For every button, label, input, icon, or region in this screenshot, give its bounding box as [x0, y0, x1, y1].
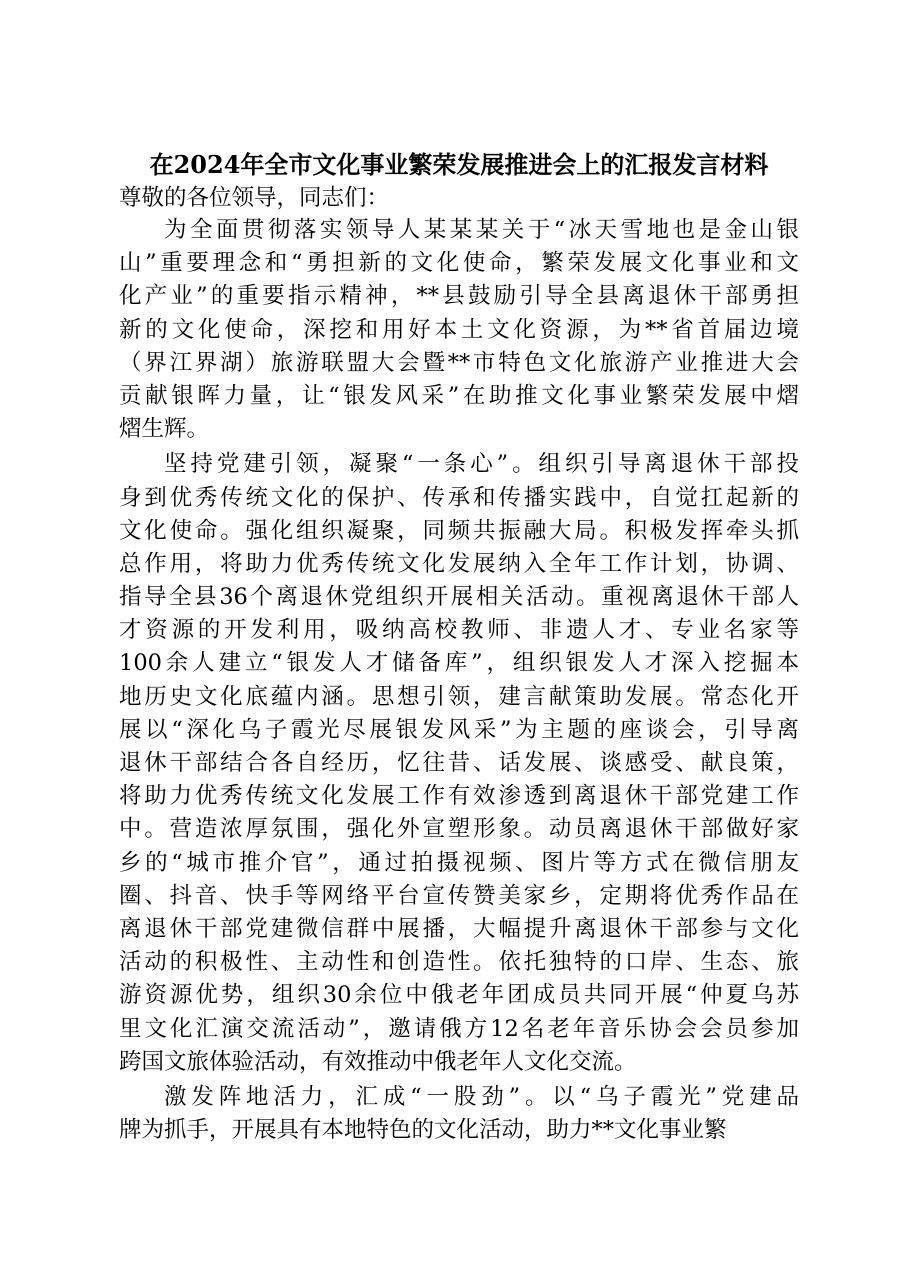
paragraph-line: 展以“深化乌子霞光尽展银发风采”为主题的座谈会，引导离: [119, 716, 799, 743]
paragraph-line: 地历史文化底蕴内涵。思想引领，建言献策助发展。常态化开: [119, 683, 799, 710]
paragraph-line: 退休干部结合各自经历，忆往昔、话发展、谈感受、献良策，: [119, 750, 799, 776]
salutation: 尊敬的各位领导，同志们：: [119, 185, 390, 211]
paragraph-line: 圈、抖音、快手等网络平台宣传赞美家乡，定期将优秀作品在: [119, 882, 799, 909]
paragraph-line: 贡献银晖力量，让“银发风采”在助推文化事业繁荣发展中熠: [119, 382, 799, 409]
paragraph-line: 新的文化使命，深挖和用好本土文化资源，为**省首届边境: [119, 316, 799, 343]
paragraph: [119, 214, 799, 446]
paragraph-line: 身到优秀传统文化的保护、传承和传播实践中，自觉扛起新的: [119, 484, 799, 511]
paragraph-line: 激发阵地活力，汇成“一股劲”。以“乌子霞光”党建品: [164, 1083, 799, 1110]
paragraph-line: 中。营造浓厚氛围，强化外宣塑形象。动员离退休干部做好家: [119, 816, 799, 843]
paragraph-line: 跨国文旅体验活动，有效推动中俄老年人文化交流。: [119, 1048, 637, 1075]
paragraph-line: 为全面贯彻落实领导人某某某关于“冰天雪地也是金山银: [164, 217, 799, 243]
paragraph-line: 文化使命。强化组织凝聚，同频共振融大局。积极发挥牵头抓: [119, 517, 799, 544]
paragraph-line: 离退休干部党建微信群中展播，大幅提升离退休干部参与文化: [119, 915, 799, 942]
paragraph-line: 坚持党建引领，凝聚“一条心”。组织引导离退休干部投: [164, 451, 799, 478]
paragraph-line: 才资源的开发利用，吸纳高校教师、非遗人才、专业名家等: [119, 617, 799, 644]
paragraph: [119, 448, 799, 1079]
paragraph-line: 活动的积极性、主动性和创造性。依托独特的口岸、生态、旅: [119, 949, 799, 976]
paragraph-line: 指导全县36个离退休党组织开展相关活动。重视离退休干部人: [119, 584, 799, 611]
paragraph-line: 山”重要理念和“勇担新的文化使命，繁荣发展文化事业和文: [119, 250, 799, 277]
paragraph: [119, 1081, 799, 1147]
paragraph-line: （界江界湖）旅游联盟大会暨**市特色文化旅游产业推进大会: [119, 349, 799, 376]
paragraph-line: 熠生辉。: [119, 416, 210, 443]
paragraph-line: 化产业”的重要指示精神，**县鼓励引导全县离退休干部勇担: [119, 283, 799, 310]
paragraph-list: [119, 214, 799, 1147]
paragraph-line: 100余人建立“银发人才储备库”，组织银发人才深入挖掘本: [119, 650, 799, 677]
paragraph-line: 乡的“城市推介官”，通过拍摄视频、图片等方式在微信朋友: [119, 849, 799, 876]
document-body: [119, 148, 799, 1147]
paragraph-line: 总作用，将助力优秀传统文化发展纳入全年工作计划，协调、: [119, 550, 799, 577]
paragraph-line: 将助力优秀传统文化发展工作有效渗透到离退休干部党建工作: [119, 783, 799, 810]
paragraph-line: 里文化汇演交流活动”，邀请俄方12名老年音乐协会会员参加: [119, 1015, 799, 1042]
paragraph-line: 游资源优势，组织30余位中俄老年团成员共同开展“仲夏乌苏: [119, 982, 799, 1009]
document-title: 在2024年全市文化事业繁荣发展推进会上的汇报发言材料: [149, 150, 769, 179]
paragraph-line: 牌为抓手，开展具有本地特色的文化活动，助力**文化事业繁: [119, 1117, 727, 1144]
